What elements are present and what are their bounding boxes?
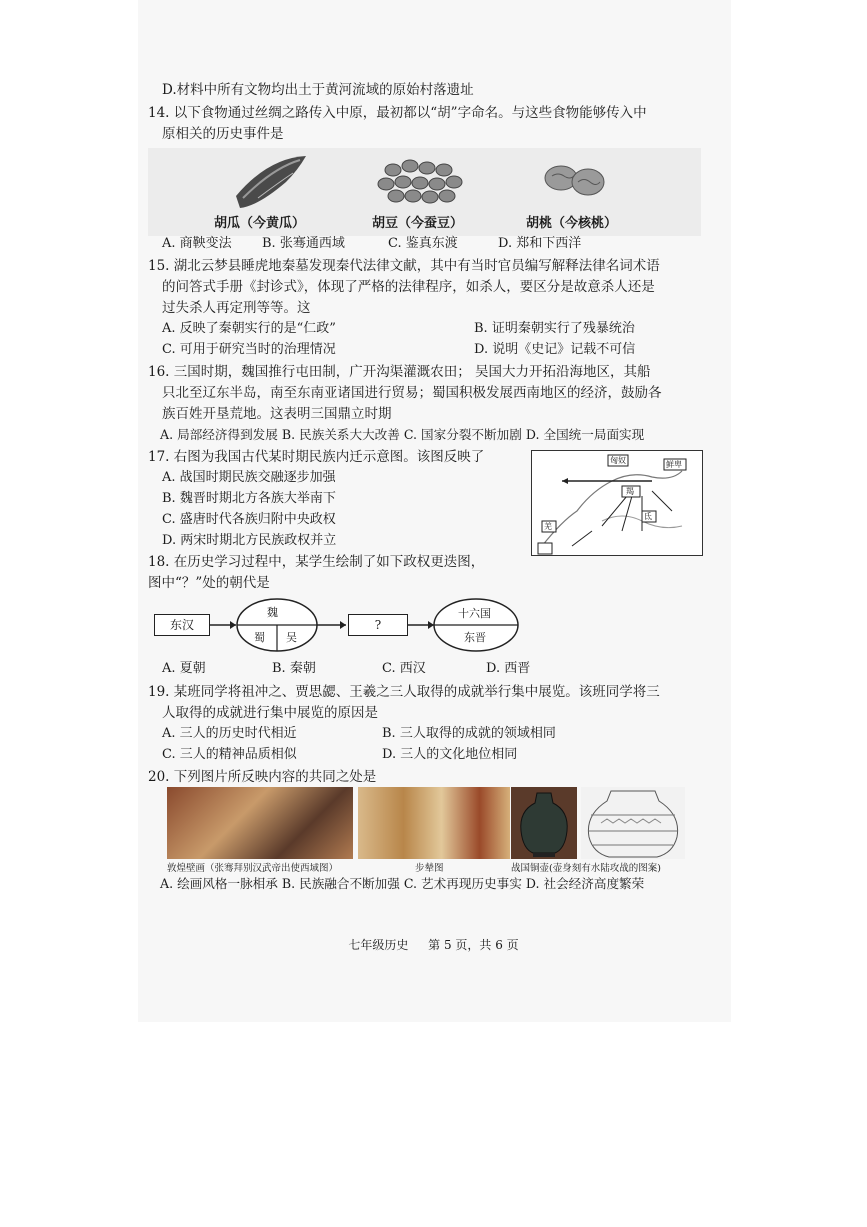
walnuts-image [545, 166, 604, 195]
q19-option-b: B. 三人取得的成就的领域相同 [382, 726, 556, 741]
q14-option-d: D. 郑和下西洋 [498, 236, 582, 251]
q20-options: A. 绘画风格一脉相承 B. 民族融合不断加强 C. 艺术再现历史事实 D. 社会经济高度繁荣 [160, 876, 645, 891]
q13-option-d: D.材料中所有文物均出土于黄河流域的原始村落遗址 [162, 82, 474, 98]
map-label-jie: 羯 [626, 487, 634, 496]
regime-diagram-lines [148, 596, 701, 656]
q16-stem-line3: 族百姓开垦荒地。这表明三国鼎立时期 [162, 406, 392, 422]
q14-food-images [148, 148, 701, 236]
q20-caption-bronze-pot: 战国铜壶(壶身刻有水陆攻战的图案) [511, 863, 661, 874]
dunhuang-mural-image [167, 787, 353, 859]
q19-option-d: D. 三人的文化地位相同 [382, 747, 518, 762]
broad-beans-image [378, 160, 462, 203]
diagram-label-wu: 吴 [286, 631, 297, 644]
diagram-box-eastern-han: 东汉 [154, 614, 210, 636]
q18-option-c: C. 西汉 [382, 661, 426, 676]
diagram-label-sixteen-kingdoms: 十六国 [458, 607, 491, 620]
q19-stem-line1: 19. 某班同学将祖冲之、贾思勰、王羲之三人取得的成就举行集中展览。该班同学将三 [148, 684, 660, 700]
map-label-xianbei: 鲜卑 [666, 460, 682, 469]
q14-option-c: C. 鉴真东渡 [388, 236, 458, 251]
q14-stem-line1: 14. 以下食物通过丝绸之路传入中原，最初都以“胡”字命名。与这些食物能够传入中 [148, 105, 647, 121]
q15-stem-line1: 15. 湖北云梦县睡虎地秦墓发现秦代法律文献，其中有当时官员编写解释法律名词术语 [148, 258, 660, 274]
q15-stem-line2: 的问答式手册《封诊式》，体现了严格的法律程序，如杀人，要区分是故意杀人还是 [162, 279, 655, 295]
pot-pattern-lines [581, 787, 685, 859]
q18-regime-diagram [148, 596, 701, 656]
q14-caption-walnut: 胡桃（今核桃） [526, 216, 618, 231]
page-footer [0, 936, 867, 953]
q20-caption-dunhuang: 敦煌壁画（张骞拜别汉武帝出使西域图） [167, 863, 339, 874]
cucumber-image [236, 156, 306, 208]
q17-option-c: C. 盛唐时代各族归附中央政权 [162, 512, 336, 527]
q18-option-a: A. 夏朝 [162, 661, 206, 676]
bronze-pot-photo [511, 787, 577, 859]
q19-stem-line2: 人取得的成就进行集中展览的原因是 [162, 705, 378, 721]
q16-stem-line1: 16. 三国时期，魏国推行屯田制，广开沟渠灌溉农田； 吴国大力开拓沿海地区，其船 [148, 364, 651, 380]
footer-page-number: 第 5 页，共 6 页 [428, 938, 519, 952]
bunian-painting-image [358, 787, 510, 859]
q16-stem-line2: 只北至辽东半岛，南至东南亚诸国进行贸易；蜀国积极发展西南地区的经济，鼓励各 [162, 385, 662, 401]
q15-stem-line3: 过失杀人再定刑等等。这 [162, 300, 311, 316]
q17-option-b: B. 魏晋时期北方各族大举南下 [162, 491, 336, 506]
q18-option-b: B. 秦朝 [272, 661, 316, 676]
q15-option-c: C. 可用于研究当时的治理情况 [162, 342, 336, 357]
map-label-di: 氐 [644, 512, 652, 521]
q18-stem-line1: 18. 在历史学习过程中，某学生绘制了如下政权更迭图， [148, 554, 485, 570]
q20-stem: 20. 下列图片所反映内容的共同之处是 [148, 769, 377, 785]
q15-option-d: D. 说明《史记》记载不可信 [474, 342, 636, 357]
bronze-pot-shape [511, 787, 577, 859]
q19-option-a: A. 三人的历史时代相近 [162, 726, 297, 741]
q17-option-a: A. 战国时期民族交融逐步加强 [162, 470, 336, 485]
q17-migration-map [531, 450, 703, 556]
map-label-qiang: 羌 [544, 522, 552, 531]
q14-caption-cucumber: 胡瓜（今黄瓜） [214, 216, 306, 231]
q15-option-b: B. 证明秦朝实行了残暴统治 [474, 321, 635, 336]
q18-stem-line2: 图中“？”处的朝代是 [148, 575, 270, 591]
q17-option-d: D. 两宋时期北方民族政权并立 [162, 533, 337, 548]
q19-option-c: C. 三人的精神品质相似 [162, 747, 297, 762]
diagram-label-eastern-jin: 东晋 [464, 631, 486, 644]
bronze-pot-pattern-drawing [581, 787, 685, 859]
q14-option-b: B. 张骞通西域 [262, 236, 345, 251]
q17-stem: 17. 右图为我国古代某时期民族内迁示意图。该图反映了 [148, 449, 485, 465]
q20-images [165, 787, 703, 875]
q18-option-d: D. 西晋 [486, 661, 531, 676]
map-label-xiongnu: 匈奴 [610, 456, 626, 465]
diagram-label-wei: 魏 [267, 606, 278, 619]
q14-caption-broad-bean: 胡豆（今蚕豆） [372, 216, 464, 231]
q14-stem-line2: 原相关的历史事件是 [162, 126, 284, 142]
q15-option-a: A. 反映了秦朝实行的是“仁政” [162, 321, 336, 336]
diagram-label-shu: 蜀 [254, 631, 265, 644]
q20-caption-bunian: 步辇图 [415, 863, 444, 874]
diagram-box-unknown: ? [348, 614, 408, 636]
footer-subject: 七年级历史 [348, 938, 409, 952]
q14-option-a: A. 商鞅变法 [162, 236, 232, 251]
q16-options: A. 局部经济得到发展 B. 民族关系大大改善 C. 国家分裂不断加剧 D. 全国统一局面实现 [160, 427, 645, 442]
